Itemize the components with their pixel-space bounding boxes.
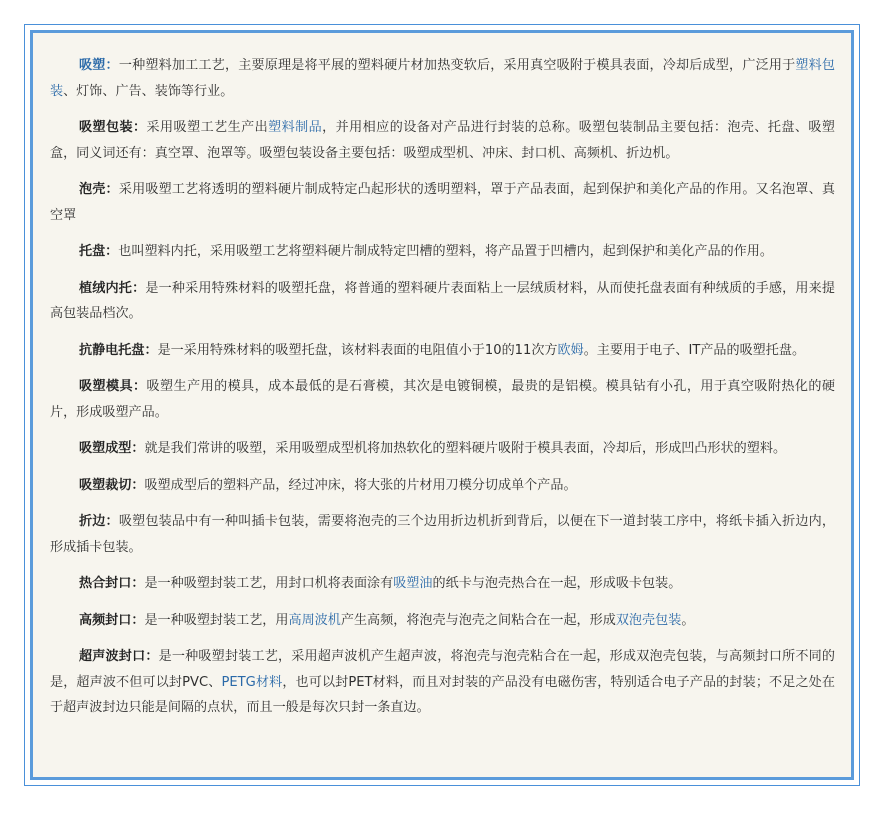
entry-hf-seal: 高频封口：是一种吸塑封装工艺，用高周波机产生高频，将泡壳与泡壳之间粘合在一起，形成双泡壳包装。 [79,612,695,628]
term-ultrasonic-seal: 超声波封口： [79,649,159,664]
term-xisu-packaging: 吸塑包装： [79,120,147,135]
term-heat-seal: 热合封口： [79,576,145,591]
term-antistatic-tray: 抗静电托盘： [79,342,158,358]
term-folding: 折边： [79,514,119,529]
entry-mold: 吸塑模具：吸塑生产用的模具，成本最低的是石膏模，其次是电镀铜模，最贵的是铝模。模具钻有小孔，用于真空吸附热化的硬片，形成吸塑产品。 [50,379,836,420]
term-flocked-tray: 植绒内托： [79,280,146,296]
term-cutting: 吸塑裁切： [79,477,145,493]
entry-flocked-tray: 植绒内托：是一种采用特殊材料的吸塑托盘，将普通的塑料硬片表面粘上一层绒质材料，从而使托盘表面有种绒质的手感，用来提高包装品档次。 [50,280,836,321]
link-petg[interactable]: PETG材料 [221,674,283,690]
link-ohm[interactable]: 欧姆 [557,342,584,358]
outer-frame [24,24,860,786]
link-double-blister[interactable]: 双泡壳包装 [615,612,682,628]
entry-forming: 吸塑成型：就是我们常讲的吸塑，采用吸塑成型机将加热软化的塑料硬片吸附于模具表面，冷却后，形成凹凸形状的塑料。 [79,441,787,456]
entry-heat-seal: 热合封口：是一种吸塑封装工艺，用封口机将表面涂有吸塑油的纸卡与泡壳热合在一起，形成吸卡包装。 [79,576,682,591]
entry-xisu: 吸塑：一种塑料加工工艺，主要原理是将平展的塑料硬片材加热变软后，采用真空吸附于模具表面，冷却后成型，广泛用于塑料包装、灯饰、广告、装饰等行业。 [50,58,836,99]
link-hf-machine[interactable]: 高周波机 [288,612,341,628]
entry-folding: 折边：吸塑包装品中有一种叫插卡包装，需要将泡壳的三个边用折边机折到背后，以便在下一道封装工序中，将纸卡插入折边内，形成插卡包装。 [50,514,836,555]
term-tray: 托盘： [79,244,119,259]
term-forming: 吸塑成型： [79,441,145,456]
term-blister: 泡壳： [79,182,119,197]
link-plastic-products[interactable]: 塑料制品 [268,120,323,135]
term-xisu[interactable]: 吸塑： [79,58,119,73]
entry-tray: 托盘：也叫塑料内托，采用吸塑工艺将塑料硬片制成特定凹槽的塑料，将产品置于凹槽内，起到保护和美化产品的作用。 [79,244,773,259]
glossary-panel [30,30,854,780]
entry-cutting: 吸塑裁切：吸塑成型后的塑料产品，经过冲床，将大张的片材用刀模分切成单个产品。 [79,477,577,493]
entry-antistatic-tray: 抗静电托盘：是一采用特殊材料的吸塑托盘，该材料表面的电阻值小于10的11次方欧姆。主要用于电子、IT产品的吸塑托盘。 [79,342,806,358]
entry-blister: 泡壳：采用吸塑工艺将透明的塑料硬片制成特定凸起形状的透明塑料，罩于产品表面，起到保护和美化产品的作用。又名泡罩、真空罩 [50,182,836,223]
link-blister-oil[interactable]: 吸塑油 [393,576,433,591]
term-mold: 吸塑模具： [79,379,147,394]
term-hf-seal: 高频封口： [79,612,145,628]
entry-xisu-packaging: 吸塑包装：采用吸塑工艺生产出塑料制品，并用相应的设备对产品进行封装的总称。吸塑包装制品主要包括：泡壳、托盘、吸塑盒，同义词还有：真空罩、泡罩等。吸塑包装设备主要包括：吸塑成型机、冲床、封口机、高频机、折边机。 [50,120,836,161]
entry-ultrasonic-seal: 超声波封口：是一种吸塑封装工艺，采用超声波机产生超声波，将泡壳与泡壳粘合在一起，形成双泡壳包装，与高频封口所不同的是，超声波不但可以封PVC、PETG材料，也可以封PET材料，而且对封装的产品没有电磁伤害，特别适合电子产品的封装；不足之处在于超声波封边只能是间隔的点状，而且一般是每次只封一条直边。 [50,649,836,715]
link-plastic-packaging[interactable]: 塑料包装 [50,58,836,99]
